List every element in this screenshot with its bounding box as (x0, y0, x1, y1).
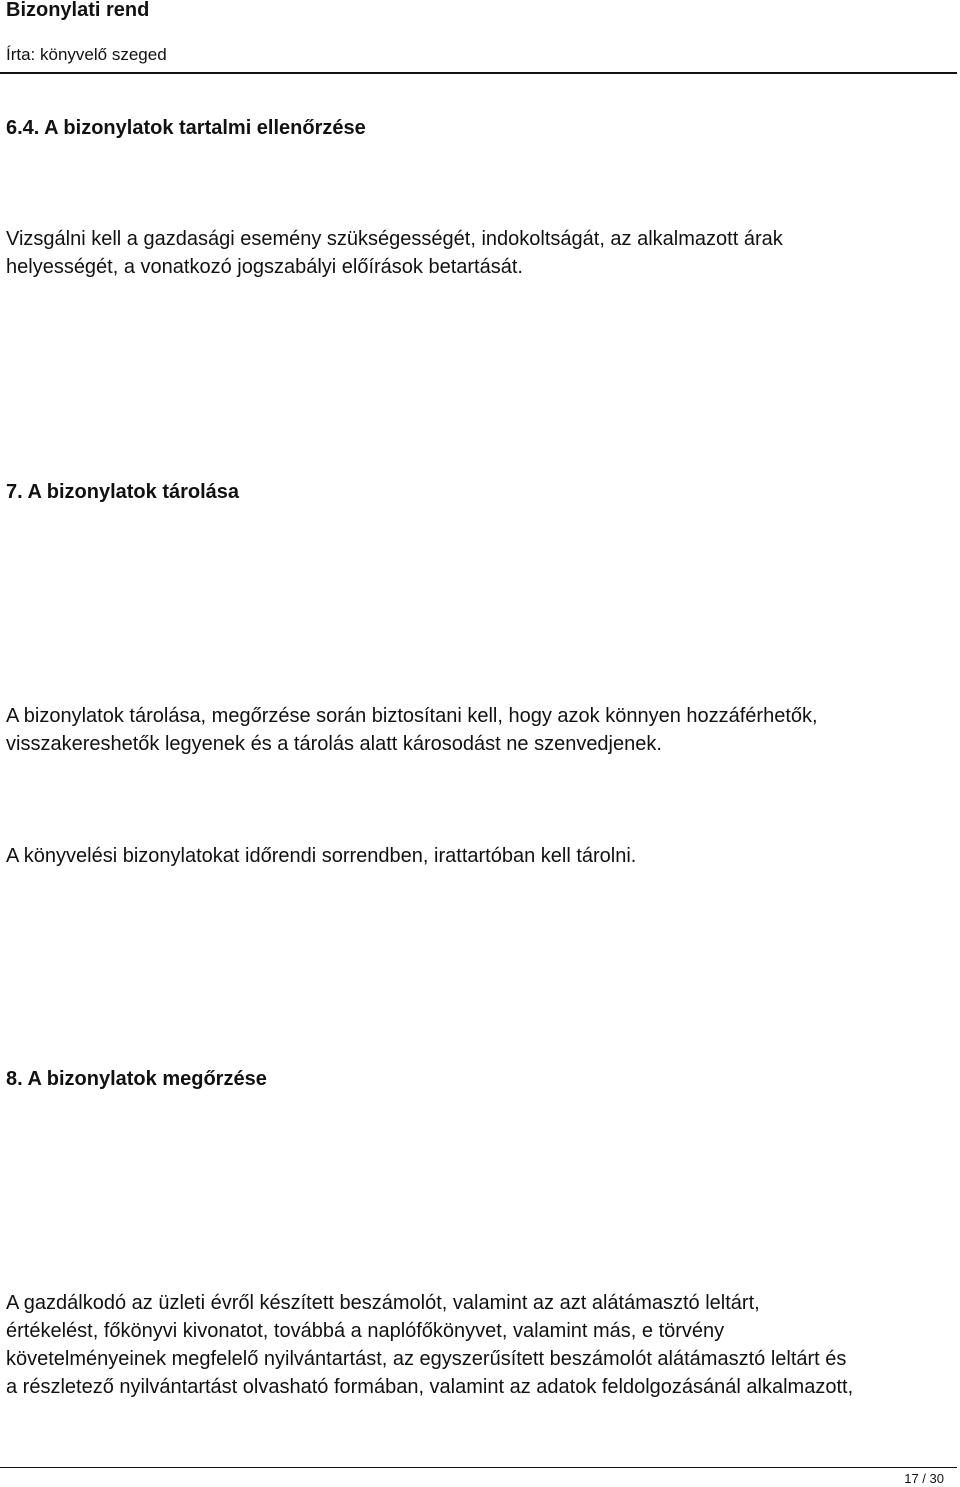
paragraph (6, 1289, 853, 1401)
paragraph-line: követelményeinek megfelelő nyilvántartást, az egyszerűsített beszámolót alátámasztó leltárt és (6, 1348, 847, 1370)
paragraph-line: helyességét, a vonatkozó jogszabályi előírások betartását. (6, 256, 523, 278)
header-divider (0, 72, 957, 74)
paragraph-line: a részletező nyilvántartást olvasható formában, valamint az adatok feldolgozásánál alkalmazott, (6, 1376, 854, 1398)
paragraph-line: A gazdálkodó az üzleti évről készített beszámolót, valamint az azt alátámasztó leltárt, (6, 1292, 760, 1314)
section-heading: 7. A bizonylatok tárolása (6, 481, 240, 503)
paragraph-line: értékelést, főkönyvi kivonatot, továbbá a naplófőkönyvet, valamint más, e törvény (6, 1320, 725, 1342)
section-heading: 6.4. A bizonylatok tartalmi ellenőrzése (6, 117, 366, 139)
paragraph-line: visszakereshetők legyenek és a tárolás alatt károsodást ne szenvedjenek. (6, 733, 662, 755)
paragraph (6, 225, 783, 281)
paragraph-line: A könyvelési bizonylatokat időrendi sorrendben, irattartóban kell tárolni. (6, 845, 637, 867)
paragraph-line: Vizsgálni kell a gazdasági esemény szükségességét, indokoltságát, az alkalmazott árak (6, 228, 783, 250)
footer-divider (0, 1467, 957, 1468)
document-author: Írta: könyvelő szeged (6, 45, 167, 64)
document-title: Bizonylati rend (6, 0, 150, 21)
section-heading: 8. A bizonylatok megőrzése (6, 1068, 267, 1090)
paragraph-line: A bizonylatok tárolása, megőrzése során biztosítani kell, hogy azok könnyen hozzáférhetők, (6, 705, 818, 727)
page-number: 17 / 30 (904, 1471, 944, 1486)
paragraph (6, 702, 818, 758)
paragraph (6, 842, 636, 870)
